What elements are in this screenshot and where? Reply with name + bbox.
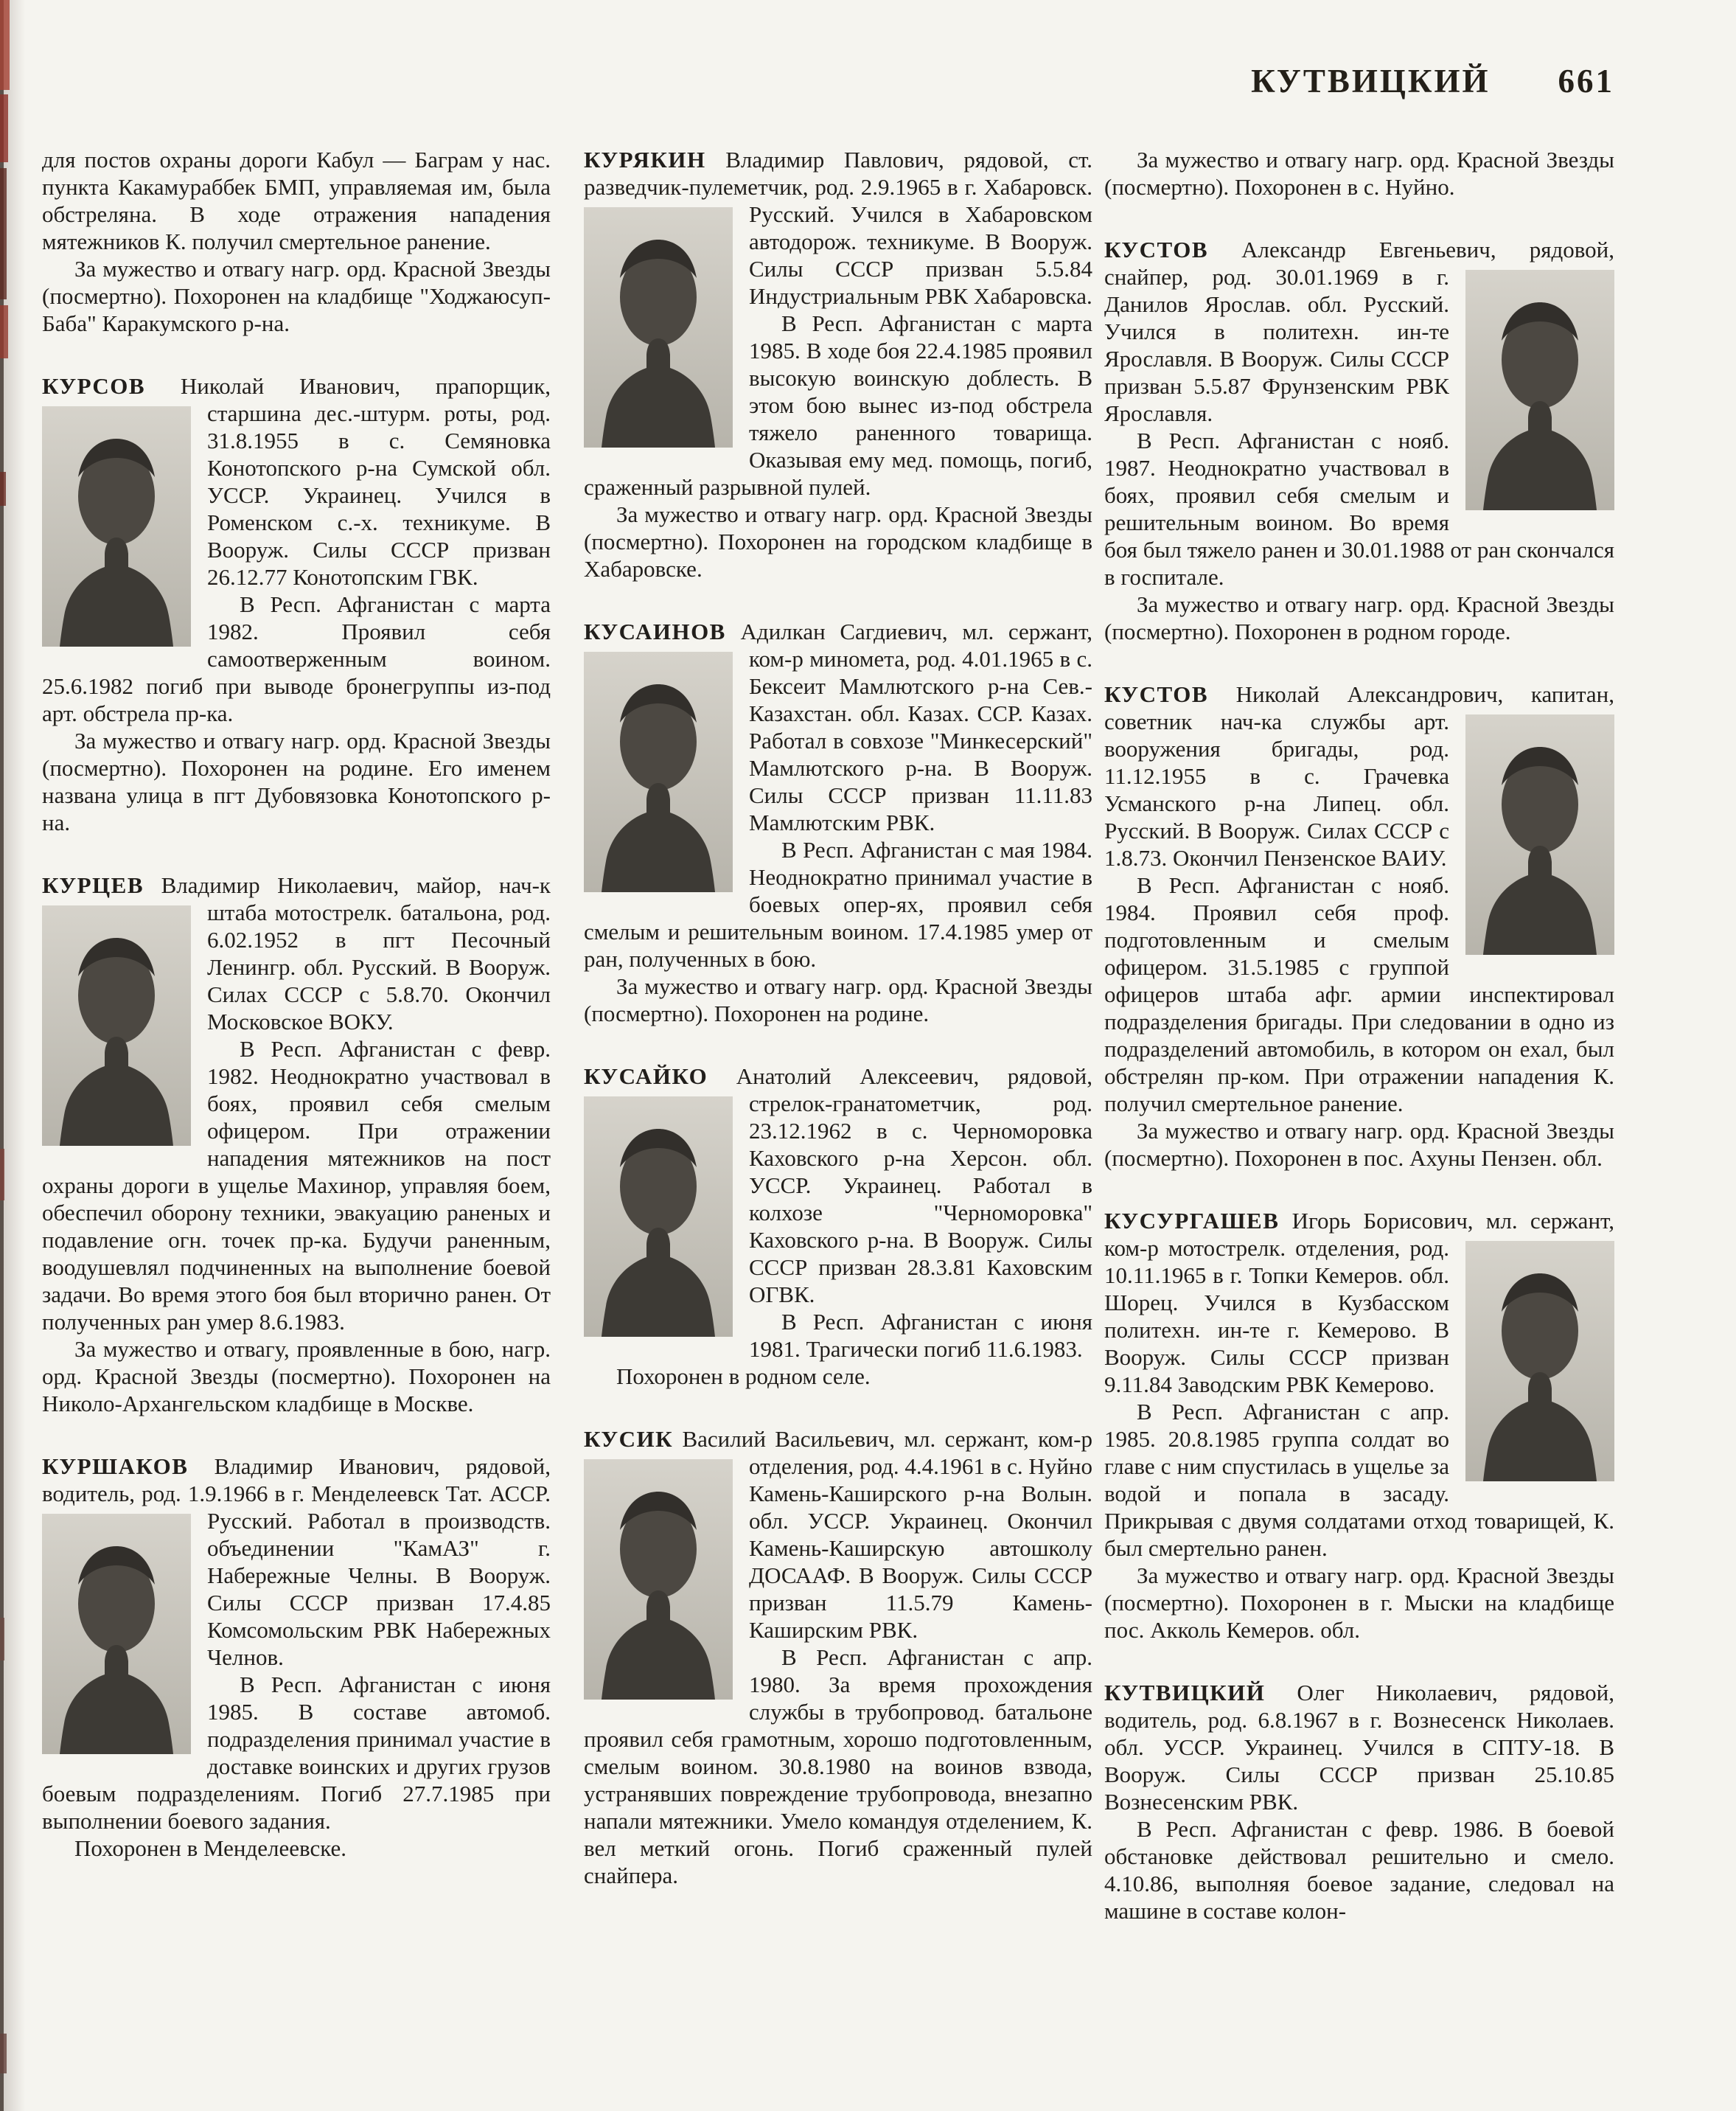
entry-surname: КУРСОВ xyxy=(42,373,146,399)
portrait-photo-kusaiko xyxy=(584,1096,733,1337)
entry-kurshakov xyxy=(42,1453,551,1862)
portrait-photo-kursov xyxy=(42,406,191,647)
running-header-title: КУТВИЦКИЙ xyxy=(1251,63,1491,100)
portrait-silhouette-icon xyxy=(584,207,733,448)
entry-paragraph: В Респ. Афганистан с июня 1985. В составе автомоб. подразделения принимал участие в доставке воинских и других грузов боевым подразделениям. Погиб 27.7.1985 при выполнении боевого задания. xyxy=(42,1672,551,1834)
entry-kutvitskiy xyxy=(1104,1679,1614,1924)
entry-surname: КУРЯКИН xyxy=(584,147,706,173)
entry-lead-text: Нуйно Камень-Каширского р-на Волын. обл. УССР. Украинец. Окончил Камень-Каширскую автошколу ДОСААФ. В Вооруж. Силы СССР призван 11.5.79 Камень-Каширским РВК. xyxy=(749,1453,1092,1643)
scan-artifact xyxy=(0,1149,4,1200)
entry-lead-paragraph xyxy=(584,1425,1092,1644)
portrait-silhouette-icon xyxy=(42,1514,191,1754)
portrait-photo-kustov-nikolay xyxy=(1465,714,1614,955)
portrait-silhouette-icon xyxy=(584,1459,733,1700)
entry-lead-text: Александр Евгеньевич, рядовой, снайпер, род. 30.01.1969 в г. xyxy=(1104,237,1614,290)
entry-paragraph: В Респ. Афганистан с мая 1984. Неоднократно принимал участие в боевых опер-ях, проявил себя смелым и решительным воином. 17.4.1985 умер от ран, полученных в бою. xyxy=(584,837,1092,972)
entry-lead-text: г. Хабаровск. Русский. Учился в Хабаровском автодорож. техникуме. В Вооруж. Силы СССР призван 5.5.84 Индустриальным РВК Хабаровска. xyxy=(749,174,1092,309)
entry-kusik xyxy=(584,1425,1092,1889)
entry-lead-paragraph xyxy=(1104,1679,1614,1815)
column-3 xyxy=(1104,146,1614,1924)
scan-artifact xyxy=(0,1618,4,1660)
entry-lead-text: Владимир Павлович, рядовой, ст. разведчик-пулеметчик, род. 2.9.1965 в xyxy=(584,147,1092,200)
entry-surname: КУСТОВ xyxy=(1104,237,1209,262)
entry-surname: КУСТОВ xyxy=(1104,681,1209,707)
entry-lead-paragraph xyxy=(584,146,1092,310)
scan-artifact xyxy=(0,94,8,162)
page-number: 661 xyxy=(1558,63,1614,100)
portrait-photo-kuryakin xyxy=(584,207,733,448)
entry-paragraph: Похоронен в Менделеевске. xyxy=(74,1835,347,1861)
entry-paragraph: В Респ. Афганистан с февр. 1982. Неоднократно участвовал в боях, проявил себя смелым офицером. При отражении нападения мятежников на пост охраны дороги в ущелье Махинор, управляя боем, обеспечил оборону техники, эвакуацию раненых и подавление огн. точек пр-ка. Будучи раненным, воодушевлял подчиненных на выполнение боевой задачи. Во время этого боя был вторично ранен. От полученных ран умер 8.6.1983. xyxy=(42,1036,551,1335)
entry-lead-text: Адилкан Сагдиевич, мл. сержант, ком-р миномета, род. 4.01.1965 в с. xyxy=(740,619,1092,672)
entry-surname: КУСАЙКО xyxy=(584,1063,708,1089)
entry-lead-paragraph xyxy=(1104,236,1614,427)
entry-lead-text: Анатолий Алексеевич, рядовой, стрелок-гранатометчик, род. xyxy=(736,1063,1092,1116)
portrait-photo-kusurgashev xyxy=(1465,1241,1614,1481)
scan-artifact xyxy=(0,0,10,90)
entry-lead-paragraph xyxy=(1104,681,1614,872)
entry-lead-text: 23.12.1962 в с. Черноморовка Каховского р-на Херсон. обл. УССР. Украинец. Работал в колхозе "Черноморовка" Каховского р-на. В Вооруж. Силы СССР призван 28.3.81 Каховским ОГВК. xyxy=(749,1118,1092,1307)
entry-lead-text: Владимир Николаевич, майор, нач-к штаба мотострелк. батальона, род. xyxy=(161,872,551,925)
entry-kusaiko xyxy=(584,1063,1092,1390)
entry-lead-text: Николай Иванович, прапорщик, старшина дес.-штурм. роты, xyxy=(180,373,551,426)
entry-paragraph: За мужество и отвагу нагр. орд. Красной Звезды (посмертно). Похоронен в родном городе. xyxy=(1104,591,1614,644)
entry-paragraph: В Респ. Афганистан с нояб. 1987. Неоднократно участвовал в боях, проявил себя смелым и решительным воином. Во время боя был тяжело ранен и 30.01.1988 от ран скончался в госпитале. xyxy=(1104,428,1614,590)
entry-surname: КУРЦЕВ xyxy=(42,872,144,898)
entry-paragraph: За мужество и отвагу нагр. орд. Красной Звезды (посмертно). Похоронен на городском кладбище в Хабаровске. xyxy=(584,501,1092,582)
portrait-photo-kustov-aleksandr xyxy=(1465,270,1614,510)
portrait-photo-kusik xyxy=(584,1459,733,1700)
entry-lead-paragraph xyxy=(42,146,551,255)
column-1 xyxy=(42,146,551,1862)
entry-lead-paragraph xyxy=(1104,1207,1614,1398)
scan-artifact xyxy=(0,168,7,299)
entry-paragraph: За мужество и отвагу, проявленные в бою, нагр. орд. Красной Звезды (посмертно). Похоронен на Николо-Архангельском кладбище в Москве. xyxy=(42,1336,551,1416)
entry-paragraph: В Респ. Афганистан с февр. 1986. В боевой обстановке действовал решительно и смело. 4.10.86, выполняя боевое задание, следовал на машине в составе колон- xyxy=(1104,1816,1614,1924)
entry-paragraph: В Респ. Афганистан с апр. 1980. За время прохождения службы в трубопровод. батальоне проявил себя грамотным, хорошо подготовленным, смелым воином. 30.8.1980 на воинов взвода, устранявших повреждение трубопровода, внезапно напали мятежники. Умело командуя отделением, К. вел меткий огонь. Погиб сраженный пулей снайпера. xyxy=(584,1644,1092,1888)
entry-lead-text: Бексеит Мамлютского р-на Сев.-Казахстан. обл. Казах. ССР. Казах. Работал в совхозе "Минкесерский" Мамлютского р-на. В Вооруж. Силы СССР призван 11.11.83 Мамлютским РВК. xyxy=(749,673,1092,835)
running-header xyxy=(1104,62,1614,100)
entry-lead-text: Василий Васильевич, мл. сержант, ком-р отделения, род. 4.4.1961 в с. xyxy=(682,1426,1092,1479)
portrait-silhouette-icon xyxy=(1465,1241,1614,1481)
scan-artifact xyxy=(0,472,6,506)
entry-lead-text: Тат. АССР. Русский. Работал в производств. объединении "КамАЗ" г. Набережные Челны. В Вооруж. Силы СССР призван 17.4.85 Комсомольским РВК Набережных Челнов. xyxy=(207,1481,551,1670)
scan-artifact xyxy=(0,2034,7,2073)
portrait-photo-kurshakov xyxy=(42,1514,191,1754)
column-2 xyxy=(584,146,1092,1889)
entry-paragraph: За мужество и отвагу нагр. орд. Красной Звезды (посмертно). Похоронен на родине. xyxy=(584,973,1092,1026)
entry-lead-text: для постов охраны дороги Кабул — Баграм у нас. пункта Какамураббек БМП, управляемая им, была обстреляна. В ходе отражения нападения мятежников К. получил смертельное ранение. xyxy=(42,147,551,254)
entry-lead-text: Николай Александрович, капитан, советник нач-ка службы арт. xyxy=(1104,681,1614,734)
portrait-silhouette-icon xyxy=(584,652,733,892)
entry-surname: КУСУРГАШЕВ xyxy=(1104,1208,1280,1234)
entry-surname: КУСАИНОВ xyxy=(584,619,726,644)
entry-paragraph: Похоронен в родном селе. xyxy=(616,1363,871,1389)
entry-lead-text: 6.02.1952 в пгт Песочный Ленингр. обл. Русский. В Вооруж. Силах СССР с 5.8.70. Окончил Московское ВОКУ. xyxy=(207,927,551,1034)
entry-paragraph: За мужество и отвагу нагр. орд. Красной Звезды (посмертно). Похоронен на родине. Его именем названа улица в пгт Дубовязовка Конотопского р-на. xyxy=(42,728,551,835)
entry-kusurgashev xyxy=(1104,1207,1614,1644)
entry-surname: КУРШАКОВ xyxy=(42,1453,189,1479)
entry-lead-text: Владимир Иванович, рядовой, водитель, род. 1.9.1966 в г. Менделеевск xyxy=(42,1453,551,1506)
entry-paragraph: За мужество и отвагу нагр. орд. Красной Звезды (посмертно). Похоронен на кладбище "Ходжаюсуп-Баба" Каракумского р-на. xyxy=(42,256,551,336)
entry-kustov-aleksandr xyxy=(1104,236,1614,645)
continuation-block-kursov-continuation xyxy=(42,146,551,337)
scan-artifact xyxy=(0,305,8,358)
entry-paragraph: В Респ. Афганистан с нояб. 1984. Проявил себя проф. подготовленным и смелым офицером. 31.5.1985 с группой офицеров штаба афг. армии инспектировал подразделения бригады. При следовании в одно из подразделений автомобиль, в котором он ехал, был обстрелян пр-ком. При отражении нападения К. получил смертельное ранение. xyxy=(1104,872,1614,1116)
entry-lead-paragraph xyxy=(584,618,1092,836)
entry-lead-text: Игорь Борисович, мл. сержант, ком-р мотострелк. отделения, род. xyxy=(1104,1208,1614,1261)
portrait-silhouette-icon xyxy=(584,1096,733,1337)
continuation-block-kusik-continuation xyxy=(1104,146,1614,201)
entry-paragraph: В Респ. Афганистан с марта 1985. В ходе боя 22.4.1985 проявил высокую воинскую доблесть. В этом бою вынес из-под обстрела тяжело раненного товарища. Оказывая ему мед. помощь, погиб, сраженный разрывной пулей. xyxy=(584,310,1092,500)
entry-lead-paragraph xyxy=(42,872,551,1035)
entry-lead-text: вооружения бригады, род. 11.12.1955 в с. Грачевка Усманского р-на Липец. обл. Русский. В Вооруж. Силах СССР с 1.8.73. Окончил Пензенское ВАИУ. xyxy=(1104,736,1449,871)
entry-surname: КУТВИЦКИЙ xyxy=(1104,1680,1266,1705)
entry-paragraph: В Респ. Афганистан с июня 1981. Трагически погиб 11.6.1983. xyxy=(749,1309,1092,1362)
entry-paragraph: В Респ. Афганистан с апр. 1985. 20.8.1985 группа солдат во главе с ним спустилась в ущелье за водой и попала в засаду. Прикрывая с двумя солдатами отход товарищей, К. был смертельно ранен. xyxy=(1104,1399,1614,1561)
entry-surname: КУСИК xyxy=(584,1426,674,1452)
portrait-silhouette-icon xyxy=(1465,270,1614,510)
entry-lead-text: 10.11.1965 в г. Топки Кемеров. обл. Шорец. Учился в Кузбасском политехн. ин-те г. Кемерово. В Вооруж. Силы СССР призван 9.11.84 Заводским РВК Кемерово. xyxy=(1104,1262,1449,1397)
portrait-silhouette-icon xyxy=(1465,714,1614,955)
portrait-photo-kusainov xyxy=(584,652,733,892)
entry-paragraph: За мужество и отвагу нагр. орд. Красной Звезды (посмертно). Похоронен в с. Нуйно. xyxy=(1104,147,1614,200)
portrait-silhouette-icon xyxy=(42,905,191,1146)
entry-kusainov xyxy=(584,618,1092,1027)
entry-paragraph: За мужество и отвагу нагр. орд. Красной Звезды (посмертно). Похоронен в г. Мыски на кладбище пос. Акколь Кемеров. обл. xyxy=(1104,1562,1614,1643)
entry-kustov-nikolay xyxy=(1104,681,1614,1172)
entry-kursov xyxy=(42,372,551,836)
entry-lead-text: род. 31.8.1955 в с. Семяновка Конотопского р-на Сумской обл. УССР. Украинец. Учился в Роменском с.-х. техникуме. В Вооруж. Силы СССР призван 26.12.77 Конотопским ГВК. xyxy=(207,400,551,590)
portrait-photo-kurtsev xyxy=(42,905,191,1146)
entry-lead-text: Данилов Ярослав. обл. Русский. Учился в политехн. ин-те Ярославля. В Вооруж. Силы СССР призван 5.5.87 Фрунзенским РВК Ярославля. xyxy=(1104,291,1449,426)
entry-lead-paragraph xyxy=(42,372,551,591)
entry-lead-paragraph xyxy=(42,1453,551,1671)
entry-lead-text: Олег Николаевич, рядовой, водитель, род. 6.8.1967 в г. Вознесенск Николаев. обл. УССР. Украинец. Учился в СПТУ-18. В Вооруж. Силы СССР призван 25.10.85 Вознесенским РВК. xyxy=(1104,1680,1614,1815)
entry-paragraph: В Респ. Афганистан с марта 1982. Проявил себя самоотверженным воином. 25.6.1982 погиб при выводе бронегруппы из-под арт. обстрела пр-ка. xyxy=(42,591,551,726)
entry-paragraph: За мужество и отвагу нагр. орд. Красной Звезды (посмертно). Похоронен в пос. Ахуны Пензен. обл. xyxy=(1104,1118,1614,1171)
portrait-silhouette-icon xyxy=(42,406,191,647)
entry-kurtsev xyxy=(42,872,551,1417)
entry-lead-paragraph xyxy=(584,1063,1092,1308)
entry-kuryakin xyxy=(584,146,1092,582)
